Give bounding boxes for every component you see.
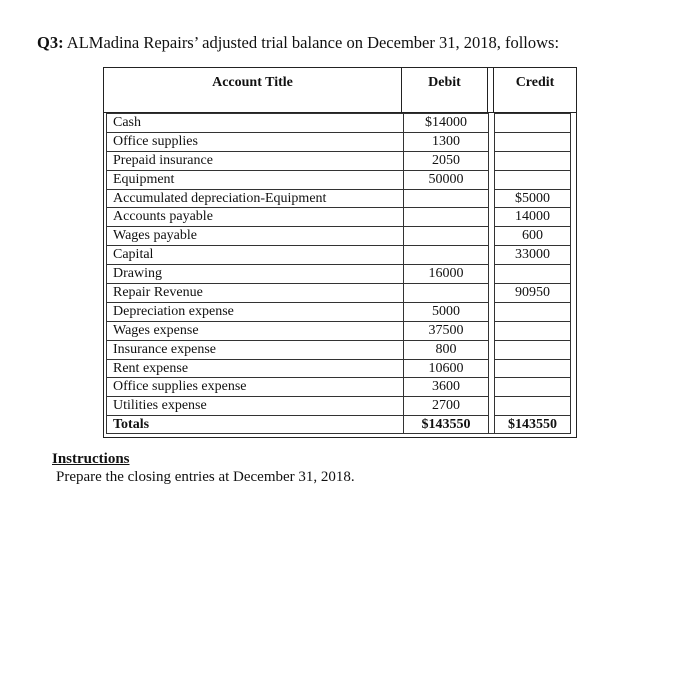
table-header (104, 68, 576, 113)
debit-cell: $143550 (403, 415, 489, 434)
debit-cell: 2700 (403, 396, 489, 415)
credit-cell: $5000 (494, 189, 571, 208)
debit-cell: 3600 (403, 377, 489, 396)
instructions-block (52, 451, 355, 486)
credit-cell: 90950 (494, 283, 571, 302)
credit-cell: 33000 (494, 245, 571, 264)
question-text: ALMadina Repairs’ adjusted trial balance on December 31, 2018, follows: (63, 33, 560, 52)
header-account-title: Account Title (212, 75, 293, 90)
totals-row (104, 415, 576, 434)
table-row (104, 321, 576, 340)
credit-cell (494, 340, 571, 359)
account-title-cell: Capital (106, 245, 403, 264)
debit-cell: 2050 (403, 151, 489, 170)
account-title-cell: Prepaid insurance (106, 151, 403, 170)
table-row (104, 245, 576, 264)
table-row (104, 170, 576, 189)
instructions-text: Prepare the closing entries at December 31, 2018. (56, 469, 355, 485)
debit-cell (403, 226, 489, 245)
debit-cell: 50000 (403, 170, 489, 189)
table-row (104, 340, 576, 359)
table-row (104, 264, 576, 283)
table-row (104, 151, 576, 170)
account-title-cell: Repair Revenue (106, 283, 403, 302)
header-credit: Credit (493, 68, 576, 112)
trial-balance-table (103, 67, 577, 438)
debit-cell (403, 207, 489, 226)
debit-cell (403, 283, 489, 302)
instructions-heading: Instructions (52, 451, 130, 467)
table-row (104, 396, 576, 415)
credit-cell (494, 377, 571, 396)
account-title-cell: Rent expense (106, 359, 403, 378)
account-title-cell: Utilities expense (106, 396, 403, 415)
header-debit: Debit (401, 68, 487, 112)
question-prompt (37, 33, 559, 53)
account-title-cell: Office supplies expense (106, 377, 403, 396)
debit-cell: 10600 (403, 359, 489, 378)
table-body (104, 113, 576, 437)
account-title-cell: Totals (106, 415, 403, 434)
debit-cell: 37500 (403, 321, 489, 340)
table-row (104, 377, 576, 396)
debit-cell: $14000 (403, 113, 489, 132)
credit-cell: 600 (494, 226, 571, 245)
table-row (104, 283, 576, 302)
credit-cell (494, 113, 571, 132)
debit-cell: 16000 (403, 264, 489, 283)
account-title-cell: Depreciation expense (106, 302, 403, 321)
debit-cell (403, 189, 489, 208)
table-row (104, 302, 576, 321)
account-title-cell: Cash (106, 113, 403, 132)
account-title-cell: Accounts payable (106, 207, 403, 226)
table-row (104, 189, 576, 208)
account-title-cell: Drawing (106, 264, 403, 283)
table-row (104, 113, 576, 132)
credit-cell (494, 359, 571, 378)
credit-cell (494, 302, 571, 321)
table-row (104, 359, 576, 378)
table-row (104, 226, 576, 245)
credit-cell (494, 151, 571, 170)
account-title-cell: Wages payable (106, 226, 403, 245)
account-title-cell: Insurance expense (106, 340, 403, 359)
question-number: Q3: (37, 33, 64, 52)
credit-cell: $143550 (494, 415, 571, 434)
debit-cell: 800 (403, 340, 489, 359)
debit-cell: 5000 (403, 302, 489, 321)
account-title-cell: Wages expense (106, 321, 403, 340)
account-title-cell: Equipment (106, 170, 403, 189)
credit-cell (494, 170, 571, 189)
credit-cell (494, 321, 571, 340)
table-row (104, 207, 576, 226)
credit-cell (494, 264, 571, 283)
debit-cell: 1300 (403, 132, 489, 151)
credit-cell: 14000 (494, 207, 571, 226)
account-title-cell: Office supplies (106, 132, 403, 151)
debit-cell (403, 245, 489, 264)
credit-cell (494, 132, 571, 151)
table-row (104, 132, 576, 151)
account-title-cell: Accumulated depreciation-Equipment (106, 189, 403, 208)
credit-cell (494, 396, 571, 415)
